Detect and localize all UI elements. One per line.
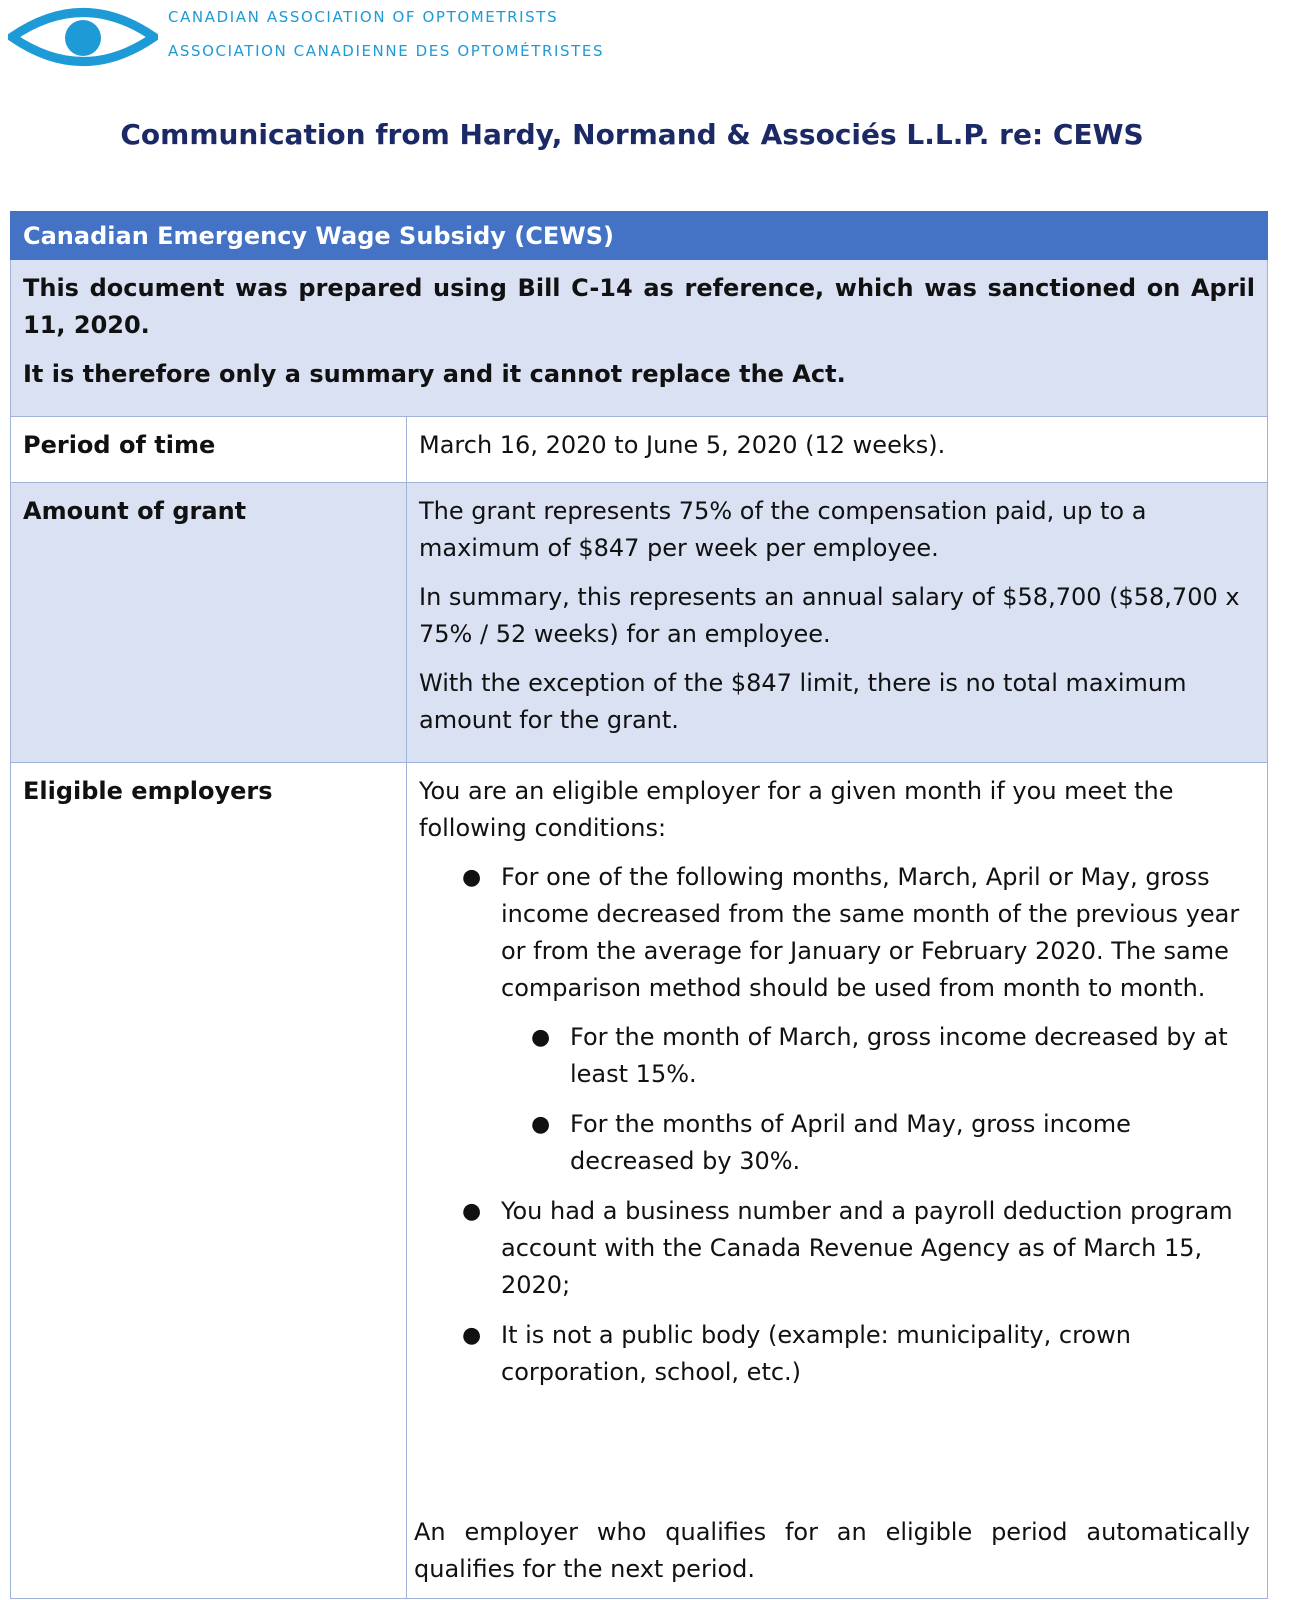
intro-disclaimer-text: It is therefore only a summary and it cannot replace the Act.: [23, 360, 846, 388]
bullet-icon: ●: [462, 1323, 482, 1348]
list-item: [462, 1317, 1255, 1391]
bullet-icon: ●: [462, 865, 482, 890]
eligible-intro: You are an eligible employer for a given month if you meet the following conditions:: [419, 777, 1174, 842]
amount-content: [407, 483, 1268, 763]
list-item: [462, 1193, 1255, 1304]
eligible-content: [407, 763, 1268, 1599]
list-item: [531, 1019, 1255, 1093]
amount-label: Amount of grant: [11, 483, 407, 763]
amount-paragraph-2: In summary, this represents an annual salary of $58,700 ($58,700 x 75% / 52 weeks) for an employee.: [419, 583, 1240, 648]
amount-paragraph-1: The grant represents 75% of the compensation paid, up to a maximum of $847 per week per employee.: [419, 497, 1147, 562]
list-item: [531, 1106, 1255, 1180]
table-row-eligible: [11, 763, 1268, 1599]
table-heading: Canadian Emergency Wage Subsidy (CEWS): [11, 212, 1268, 260]
cews-summary-table: [10, 211, 1268, 1599]
condition-not-public-body: It is not a public body (example: municipality, crown corporation, school, etc.): [501, 1321, 1131, 1386]
period-value: March 16, 2020 to June 5, 2020 (12 weeks).: [407, 417, 1268, 483]
bullet-icon: ●: [531, 1025, 551, 1050]
intro-cell: [11, 260, 1268, 417]
eligible-final-note: An employer who qualifies for an eligible period automatically qualifies for the next period.: [414, 1518, 1250, 1583]
income-decrease-sublist: [501, 1019, 1255, 1180]
document-title: Communication from Hardy, Normand & Associés L.L.P. re: CEWS: [120, 118, 1144, 151]
condition-business-number: You had a business number and a payroll deduction program account with the Canada Revenue Agency as of March 15, 2020;: [501, 1197, 1233, 1299]
table-heading-row: [11, 212, 1268, 260]
organization-logo: [8, 0, 708, 75]
table-row-amount: [11, 483, 1268, 763]
list-item: [462, 859, 1255, 1180]
eye-logo-icon: [8, 0, 158, 75]
condition-april-may: For the months of April and May, gross income decreased by 30%.: [570, 1110, 1131, 1175]
bullet-icon: ●: [462, 1199, 482, 1224]
table-row-period: [11, 417, 1268, 483]
condition-march: For the month of March, gross income decreased by at least 15%.: [570, 1023, 1228, 1088]
period-label: Period of time: [11, 417, 407, 483]
eligibility-conditions-list: [419, 859, 1255, 1391]
amount-paragraph-3: With the exception of the $847 limit, there is no total maximum amount for the grant.: [419, 669, 1187, 734]
organization-name-english: CANADIAN ASSOCIATION OF OPTOMETRISTS: [168, 8, 559, 26]
intro-row: [11, 260, 1268, 417]
condition-income-decrease: For one of the following months, March, April or May, gross income decreased from the same month of the previous year or from the average for January or February 2020. The same comparison method should be used from month to month.: [501, 863, 1240, 1002]
organization-name-french: ASSOCIATION CANADIENNE DES OPTOMÉTRISTES: [168, 42, 605, 60]
intro-reference-text: This document was prepared using Bill C-14 as reference, which was sanctioned on April 11, 2020.: [23, 274, 1255, 339]
bullet-icon: ●: [531, 1112, 551, 1137]
eligible-label: Eligible employers: [11, 763, 407, 1599]
